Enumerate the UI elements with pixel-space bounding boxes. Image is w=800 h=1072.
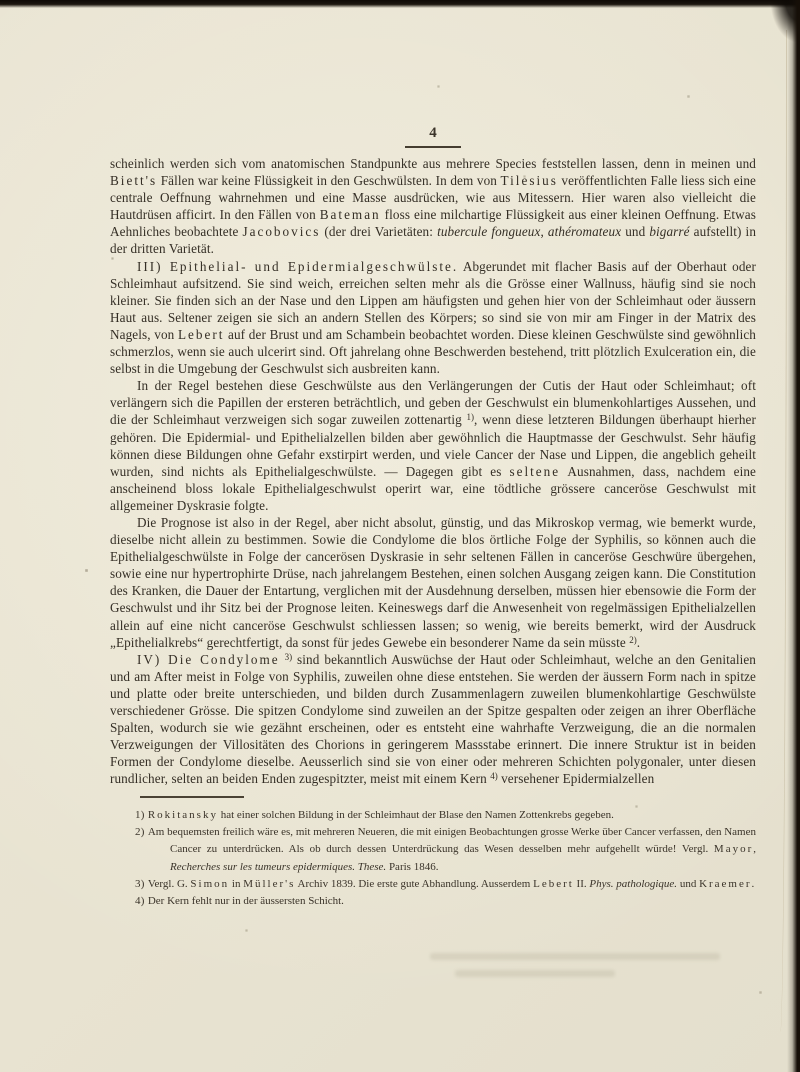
paragraph xyxy=(110,155,756,258)
letterspaced-text: Rokitansky xyxy=(147,808,218,821)
text-segment: Fällen war keine Flüssigkeit in den Geschwülsten. In dem von xyxy=(157,173,501,189)
text-segment: aufstellt) in der dritten Varietät. xyxy=(110,224,757,257)
italic-text: bigarré xyxy=(649,224,690,240)
text-segment: in xyxy=(229,877,244,890)
text-segment: , wenn diese letzteren Bildungen überhaupt hierher gehören. Die Epidermial- und Epithelialzellen bilden aber gewöhnlich die Hauptmasse der Geschwulst. Sehr häufig können diese Bildungen ohne Gefahr exstirpirt werden, und viele Cancer der Nase und Lippen, die angeblich geheilt wurden, sind nichts als Epithelialgeschwülste. — Dagegen gibt es xyxy=(110,412,756,479)
reverse-page-showthrough xyxy=(455,970,615,977)
letterspaced-text: Biett's xyxy=(110,173,158,189)
footnote-ref: 2) xyxy=(629,634,637,645)
footnote-marker: 1) xyxy=(135,808,148,821)
text-segment: Archiv 1839. Die erste gute Abhandlung. Ausserdem xyxy=(295,877,534,890)
text-segment: Paris 1846. xyxy=(386,860,439,873)
paragraph xyxy=(110,258,756,378)
body-text xyxy=(110,155,756,787)
text-segment: scheinlich werden sich vom anatomischen Standpunkte aus mehrere Species feststellen lassen, denn in meinen und xyxy=(110,156,756,171)
text-segment: hat einer solchen Bildung in der Schleimhaut der Blase den Namen Zottenkrebs gegeben. xyxy=(217,808,614,821)
text-segment: , xyxy=(540,224,548,240)
text-segment: Am bequemsten freilich wäre es, mit mehreren Neueren, die mit einigen Beobachtungen grosse Werke über Cancer verfassen, den Namen Cancer zu unterdrücken. Als ob durch dessen Unterdrückung das Wesen desselben mehr aufgehellt würde! Vergl. xyxy=(147,826,756,856)
letterspaced-text: Simon xyxy=(190,877,230,890)
footnote xyxy=(110,876,756,893)
page-edge-curve xyxy=(776,30,787,1032)
letterspaced-text: IV) Die Condylome xyxy=(137,651,280,667)
scan-edge-right xyxy=(787,0,800,1072)
text-segment: II. xyxy=(573,877,590,890)
italic-text: athéromateux xyxy=(547,224,622,240)
text-segment: und xyxy=(621,224,650,240)
paragraph xyxy=(110,651,756,788)
text-segment: Vergl. G. xyxy=(147,877,191,890)
text-segment: . xyxy=(751,877,755,890)
text-segment: sind bekanntlich Auswüchse der Haut oder Schleimhaut, welche an den Genitalien und am After meist in Folge von Syphilis, zuweilen ohne diese entstehen. Sie werden der äussern Form nach in spitze und platte oder breite unterschieden, und bilden durch Zusammenlagern zuweilen blumenkohlartige Geschwülste verschiedener Grösse. Die spitzen Condylome sind zuweilen an der Spitze gespalten oder zeigen an ihrer Oberfläche Spalten, wodurch sie wie gezähnt erscheinen, oder es entsteht eine wahrhafte Verzweigung, die an die normalen Verzweigungen der Villositäten des Chorions in geringerem Massstabe erinnert. Die innere Struktur ist in beiden Formen der Condylome dieselbe. Aeusserlich sind sie von einer oder mehreren Schichten polygonaler, unter diesen rundlicher, selten an beiden Enden zugespitzter, meist mit einem Kern xyxy=(110,651,756,787)
text-segment: veröffentlichten Falle liess sich eine centrale Oeffnung wahrnehmen und eine Masse ausdrücken, wie aus Mitessern. Hier waren also vielleicht die Hautdrüsen afficirt. In den Fällen von xyxy=(110,173,756,223)
letterspaced-text: Lebert xyxy=(177,326,225,342)
letterspaced-text: Müller's xyxy=(243,877,296,890)
page-number-rule xyxy=(405,146,461,148)
text-segment: und xyxy=(677,877,700,890)
italic-text: Phys. pathologique. xyxy=(589,877,678,890)
footnote-marker: 2) xyxy=(135,826,148,839)
italic-text: tubercule fongueux xyxy=(437,224,541,240)
text-segment: In der Regel bestehen diese Geschwülste aus den Verlängerungen der Cutis der Haut oder Schleimhaut; oft verlängern sich die Papillen der ersteren beträchtlich, und geben der Geschwulst ein blumenkohlartiges Aussehen, und die der Schleimhaut verzweigen sich sogar zuweilen zottenartig xyxy=(110,378,756,428)
footnote-ref: 1) xyxy=(466,412,475,423)
footnote xyxy=(110,893,756,910)
footnote-ref: 4) xyxy=(490,771,498,782)
page-number: 4 xyxy=(429,125,437,141)
text-segment: Der Kern fehlt nur in der äussersten Schicht. xyxy=(147,894,344,907)
footnote xyxy=(110,824,756,876)
paragraph xyxy=(110,514,756,651)
text-segment: Die Prognose ist also in der Regel, aber nicht absolut, günstig, und das Mikroskop vermag, wie bemerkt wurde, dieselbe nicht allein zu bestimmen. Sowie die Condylome die blos örtliche Folge der Syphilis, so können auch die Epithelialgeschwülste in Folge der cancerösen Dyskrasie in sehr seltenen Fällen in canceröse Geschwüre übergehen, sowie eine nur hypertrophirte Drüse, nach jahrelangem Bestehen, einen solchen Ausgang zeigen kann. Die Constitution des Kranken, die Dauer der Entartung, verglichen mit der Ausdehnung derselben, müssen hier ebensowie die Form der Geschwulst und ihr Sitz bei der Prognose leiten. Keineswegs darf die Anwesenheit von regelmässigen Epithelialzellen allein auf eine nicht canceröse Geschwulst schliessen lassen; so wenig, wie bereits bemerkt, wird der Ausdruck „Epithelialkrebs“ gerechtfertigt, da sonst für jedes Gewebe ein besonderer Name da sein müsste xyxy=(110,514,756,650)
text-segment: versehener Epidermialzellen xyxy=(497,771,655,787)
footnotes xyxy=(110,807,756,910)
footnote-marker: 3) xyxy=(135,877,148,890)
text-segment: (der drei Varietäten: xyxy=(320,224,438,240)
letterspaced-text: seltene xyxy=(509,463,561,479)
letterspaced-text: Jacobovics xyxy=(242,224,321,240)
letterspaced-text: III) Epithelial- und Epidermialgeschwülste. xyxy=(137,258,459,274)
paragraph xyxy=(110,377,756,514)
text-segment: . xyxy=(636,634,641,650)
letterspaced-text: Lebert xyxy=(533,877,574,890)
letterspaced-text: Bateman xyxy=(319,207,381,223)
text-segment: , xyxy=(753,843,756,856)
letterspaced-text: Tilesius xyxy=(500,173,558,189)
text-segment: floss eine milchartige Flüssigkeit aus einer kleinen Oeffnung. Etwas Aehnliches beobachtete xyxy=(110,207,756,240)
footnote-ref: 3) xyxy=(284,651,293,662)
scan-edge-top xyxy=(0,0,800,8)
reverse-page-showthrough xyxy=(430,953,720,960)
footnote xyxy=(110,807,756,824)
text-segment: Abgerundet mit flacher Basis auf der Oberhaut oder Schleimhaut aufsitzend. Sie sind weich, erreichen selten mehr als die Grösse einer Wallnuss, häufig sind sie noch kleiner. Sie finden sich an der Nase und den Lippen am häufigsten und gehen hier von der Schleimhaut oder äussern Haut aus. Seltener zeigen sie sich an andern Stellen des Körpers; so sind sie von mir am Finger in der Matrix des Nagels, von xyxy=(110,258,756,342)
footnote-separator-rule xyxy=(140,796,244,798)
letterspaced-text: Kraemer xyxy=(699,877,752,890)
letterspaced-text: Mayor xyxy=(713,843,754,856)
footnote-marker: 4) xyxy=(135,894,148,907)
text-segment: auf der Brust und am Schambein beobachtet worden. Diese kleinen Geschwülste sind gewöhnlich schmerzlos, wenn sie auch ulcerirt sind. Oft jahrelang ohne Beschwerden bestehend, tritt plötzlich Exulceration ein, die selbst in die Umgebung der Geschwulst sich ausbreiten kann. xyxy=(110,326,756,377)
page-header xyxy=(110,0,756,148)
text-segment: Ausnahmen, dass, nachdem eine anscheinend bloss lokale Epithelialgeschwulst operirt war, eine tödtliche grössere canceröse Geschwulst mit allgemeiner Dyskrasie folgte. xyxy=(110,463,756,513)
italic-text: Recherches sur les tumeurs epidermiques. These. xyxy=(170,860,387,873)
